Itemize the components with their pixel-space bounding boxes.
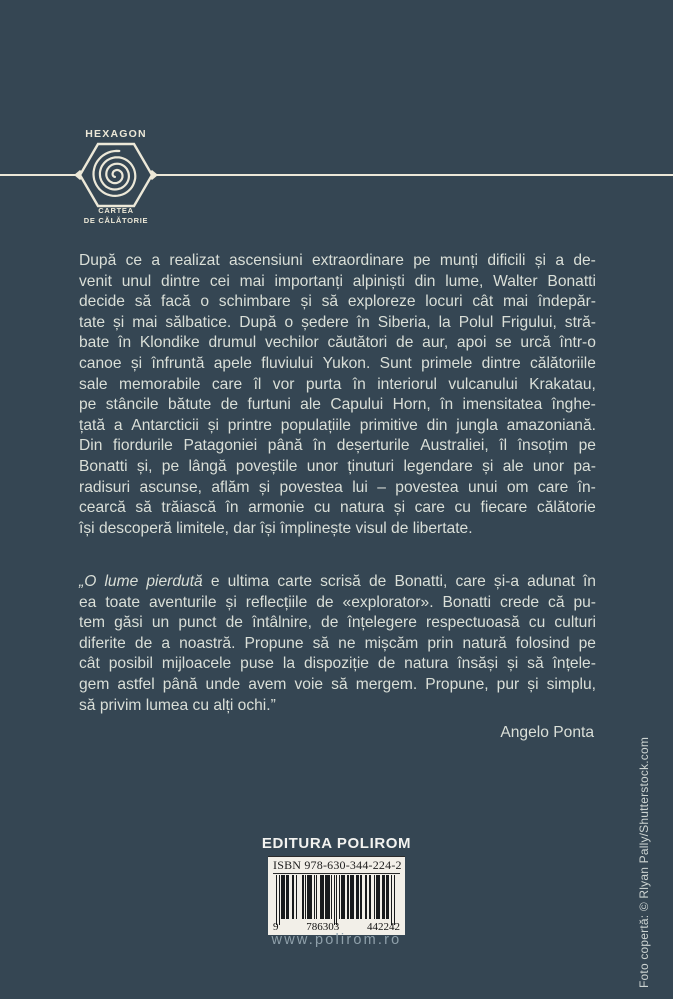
text-line: Din fiordurile Patagoniei până în deșerturile Australiei, îl însoțim pe [79,437,596,455]
text-line: venit unul dintre cei mai importanți alpiniști din lume, Walter Bonatti [79,272,596,290]
ean-left-group: 786303 [306,921,340,933]
text-line: pe stâncile bătute de furtuni ale Capului Horn, în imensitatea înghe- [79,396,596,414]
text-line: canoe și înfruntă apele fluviului Yukon. Sunt primele dintre călătoriile [79,354,596,372]
text-line: gem astfel până unde avem voie să mergem. Propune, pur și simplu, [79,675,596,693]
text-line: țată a Antarcticii și printre populațiile primitive din jungla amazoniană. [79,416,596,434]
text-line: Bonatti și, pe lângă poveștile unor ținuturi legendare și ale unor pa- [79,457,596,475]
text-line: tem găsi un punct de întâlnire, de înțelegere respectuoasă cu culturi [79,614,596,632]
logo-series-text [68,206,164,225]
text-line: decide să facă o schimbare și să exploreze locuri cât mai îndepăr- [79,293,596,311]
text-line: „O lume pierdută e ultima carte scrisă de Bonatti, care și-a adunat în [79,573,596,590]
text-line: radisuri ascunse, aflăm și povestea lui – povestea unui om care în- [79,478,596,496]
text-line: tate și mai sălbatice. După o ședere în Siberia, la Polul Frigului, stră- [79,313,596,331]
isbn-label: ISBN 978-630-344-224-2 [273,858,402,872]
logo-series-line1: CARTEA [98,206,134,215]
quote-block [79,572,596,744]
barcode-bars-area [273,875,400,936]
text-line: să privim lumea cu alți ochi.” [79,696,276,714]
text-line: cearcă să trăiască în armonie cu natura și care cu fiecare călătorie [79,499,596,517]
text-line: bate în Klondike drumul vechilor căutători de aur, apoi se urcă într-o [79,334,596,352]
text-line: diferite de a noastră. Propune să ne mișcăm prin natură folosind pe [79,634,596,652]
publisher-name: EDITURA POLIROM [261,835,412,852]
text-line: sale memorabile care îl vor purta în interiorul vulcanului Krakatau, [79,375,596,393]
text-line: cât posibil mijloacele puse la dispoziție de natura însăși și să înțele- [79,655,596,673]
isbn-barcode [268,856,405,935]
ean-right-group: 442242 [367,921,400,933]
photo-credit: Foto copertă: © Rlyan Pally/Shutterstock.com [637,736,651,988]
logo-brand-text: HEXAGON [85,128,147,140]
ean-first-digit: 9 [273,921,279,933]
synopsis-paragraph [79,251,596,539]
quote-paragraph [79,572,596,716]
hexagon-spiral-icon [72,141,160,209]
logo-series-line2: DE CĂLĂTORIE [83,215,149,225]
barcode-bars [276,875,395,925]
text-line: ea toate aventurile și reflecțiile de «explorator». Bonatti crede că pu- [79,593,596,611]
publisher-website: www.polirom.ro [271,932,402,948]
quote-attribution: Angelo Ponta [500,724,594,742]
text-line: După ce a realizat ascensiuni extraordinare pe munți dificili și a de- [79,252,596,269]
text-line: își descoperă limitele, dar își împlinește visul de libertate. [79,519,473,537]
